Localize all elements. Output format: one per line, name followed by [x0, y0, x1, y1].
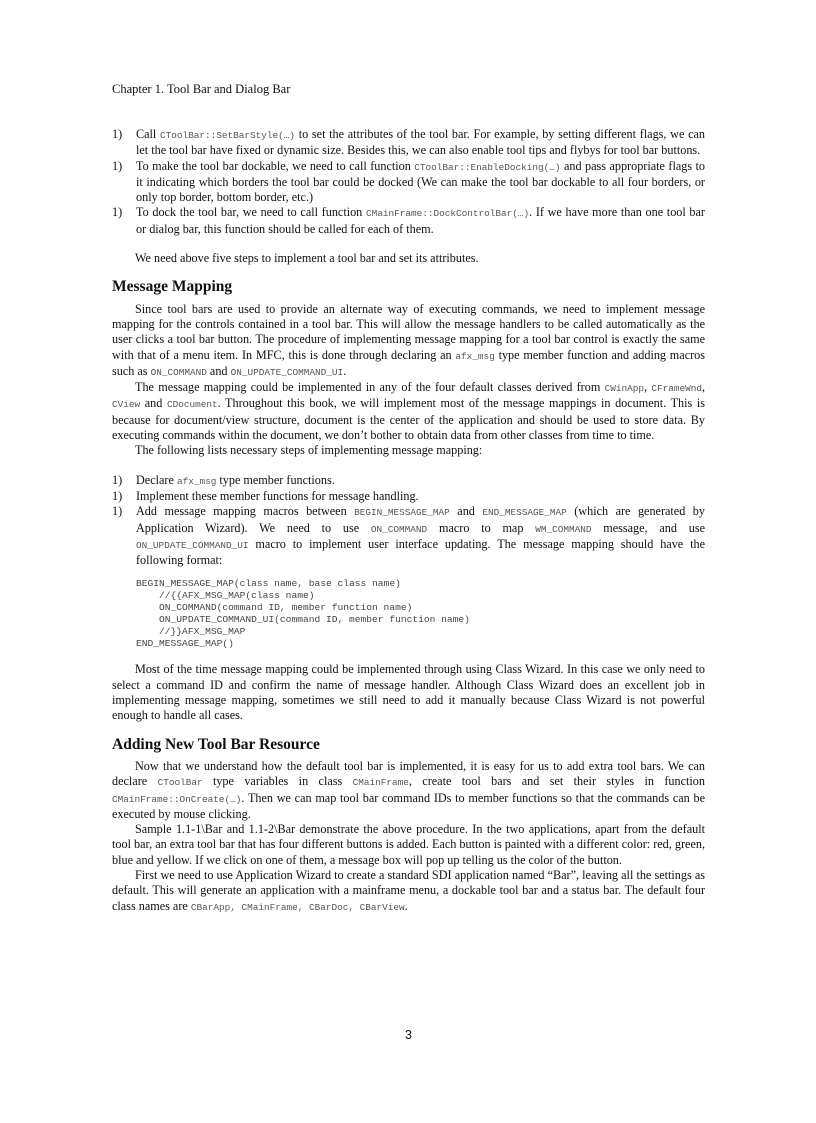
- code-identifier: CDocument: [166, 399, 218, 411]
- list-item: [112, 489, 705, 504]
- list-item: [112, 504, 705, 568]
- code-identifier: CToolBar: [157, 777, 203, 789]
- paragraph: Most of the time message mapping could be implemented through using Class Wizard. In this case we only need to select a command ID and confirm the name of message handler. Although Class Wizard does an excellent job in implementing message mapping, sometimes we still need to add it manually because Class Wizard is not powerful enough to handle all cases.: [112, 662, 705, 723]
- list-item-text: Call CToolBar::SetBarStyle(…) to set the attributes of the tool bar. For example, by setting different flags, we can let the tool bar have fixed or dynamic size. Besides this, we can also enable tool tips and flybys for tool bar buttons.: [136, 127, 705, 158]
- steps-list-message-mapping: [112, 473, 705, 569]
- paragraph: Since tool bars are used to provide an alternate way of executing commands, we need to implement message mapping for the controls contained in a tool bar. This will allow the message handlers to be called automatically as the user clicks a tool bar button. The procedure of implementing message mapping for a tool bar control is exactly the same with that of a menu item. In MFC, this is done through declaring an afx_msg type member function and adding macros such as ON_COMMAND and ON_UPDATE_COMMAND_UI.: [112, 301, 705, 378]
- code-identifier: CBarApp, CMainFrame, CBarDoc, CBarView: [190, 901, 405, 913]
- steps-list-top: [112, 127, 705, 237]
- page-number: 3: [405, 1028, 412, 1042]
- code-identifier: CToolBar::SetBarStyle(…): [160, 130, 296, 141]
- code-identifier: CMainFrame::DockControlBar(…): [365, 208, 530, 220]
- paragraph: The message mapping could be implemented in any of the four default classes derived from CWinApp, CFrameWnd, CView and CDocument. Throughout this book, we will implement most of the message mappings in document. This is because for document/view structure, document is the center of the application and should be used to store data. By executing commands within the document, we don’t bother to obtain data from other classes from time to time.: [112, 380, 705, 443]
- paragraph: We need above five steps to implement a tool bar and set its attributes.: [135, 251, 479, 266]
- list-number: 1): [112, 472, 123, 487]
- list-item-text: To make the tool bar dockable, we need to call function CToolBar::EnableDocking(…) and pass appropriate flags to it indicating which borders the tool bar could be docked (We can make the tool bar dockable to all four borders, or only top border, bottom border, etc.): [136, 158, 705, 205]
- code-block: BEGIN_MESSAGE_MAP(class name, base class name) //{{AFX_MSG_MAP(class name) ON_COMMAND(command ID, member function name) ON_UPDATE_COMMAND_UI(command ID, member function name) //}}AFX_MSG_MAP END_MESSAGE_MAP(): [136, 578, 470, 650]
- list-number: 1): [112, 488, 123, 503]
- code-identifier: afx_msg: [176, 475, 217, 487]
- list-item-text: Implement these member functions for message handling.: [136, 488, 419, 503]
- code-identifier: ON_COMMAND: [150, 366, 207, 378]
- code-identifier: END_MESSAGE_MAP: [482, 507, 567, 519]
- section-heading: Adding New Tool Bar Resource: [112, 735, 320, 753]
- list-item-text: Add message mapping macros between BEGIN_MESSAGE_MAP and END_MESSAGE_MAP (which are generated by Application Wizard). We need to use ON_COMMAND macro to map WM_COMMAND message, and use ON_UPDATE_COMMAND_UI macro to implement user interface updating. The message mapping should have the following format:: [136, 504, 705, 568]
- paragraph: Now that we understand how the default tool bar is implemented, it is easy for us to add extra tool bars. We can declare CToolBar type variables in class CMainFrame, create tool bars and set their styles in function CMainFrame::OnCreate(…). Then we can map tool bar command IDs to member functions so that the commands can be executed by mouse clicking.: [112, 758, 705, 821]
- list-item-text: To dock the tool bar, we need to call function CMainFrame::DockControlBar(…). If we have more than one tool bar or dialog bar, this function should be called for each of them.: [136, 205, 705, 236]
- list-item: [112, 159, 705, 206]
- list-item: [112, 127, 705, 159]
- code-identifier: ON_UPDATE_COMMAND_UI: [230, 366, 344, 378]
- list-item-text: Declare afx_msg type member functions.: [136, 472, 335, 487]
- list-item: [112, 205, 705, 237]
- running-header: Chapter 1. Tool Bar and Dialog Bar: [112, 82, 291, 96]
- code-identifier: ON_UPDATE_COMMAND_UI: [136, 539, 249, 551]
- list-number: 1): [112, 158, 123, 173]
- code-identifier: afx_msg: [455, 350, 495, 362]
- section-heading: Message Mapping: [112, 278, 233, 296]
- list-number: 1): [112, 504, 123, 519]
- paragraph: Sample 1.1-1\Bar and 1.1-2\Bar demonstrate the above procedure. In the two applications, apart from the default tool bar, an extra tool bar that has four different buttons is added. Each button is painted with a different color: red, green, blue and yellow. If we click on one of them, a message box will pop up telling us the color of the button.: [112, 822, 705, 867]
- list-number: 1): [112, 205, 123, 220]
- code-identifier: CView: [112, 399, 141, 411]
- code-identifier: CToolBar::EnableDocking(…): [414, 161, 561, 173]
- paragraph: First we need to use Application Wizard to create a standard SDI application named “Bar”, leaving all the settings as default. This will generate an application with a mainframe menu, a dockable tool bar and a status bar. The default four class names are CBarApp, CMainFrame, CBarDoc, CBarView.: [112, 867, 705, 913]
- list-item: [112, 473, 705, 489]
- code-identifier: BEGIN_MESSAGE_MAP: [354, 507, 450, 519]
- page-body: [112, 127, 705, 915]
- list-number: 1): [112, 127, 123, 141]
- code-identifier: WM_COMMAND: [535, 523, 592, 535]
- code-identifier: ON_COMMAND: [370, 523, 428, 535]
- code-identifier: CMainFrame: [352, 777, 409, 789]
- code-identifier: CWinApp: [604, 383, 644, 395]
- paragraph: The following lists necessary steps of implementing message mapping:: [135, 443, 483, 458]
- code-identifier: CFrameWnd: [651, 383, 702, 395]
- code-identifier: CMainFrame::OnCreate(…): [112, 793, 242, 805]
